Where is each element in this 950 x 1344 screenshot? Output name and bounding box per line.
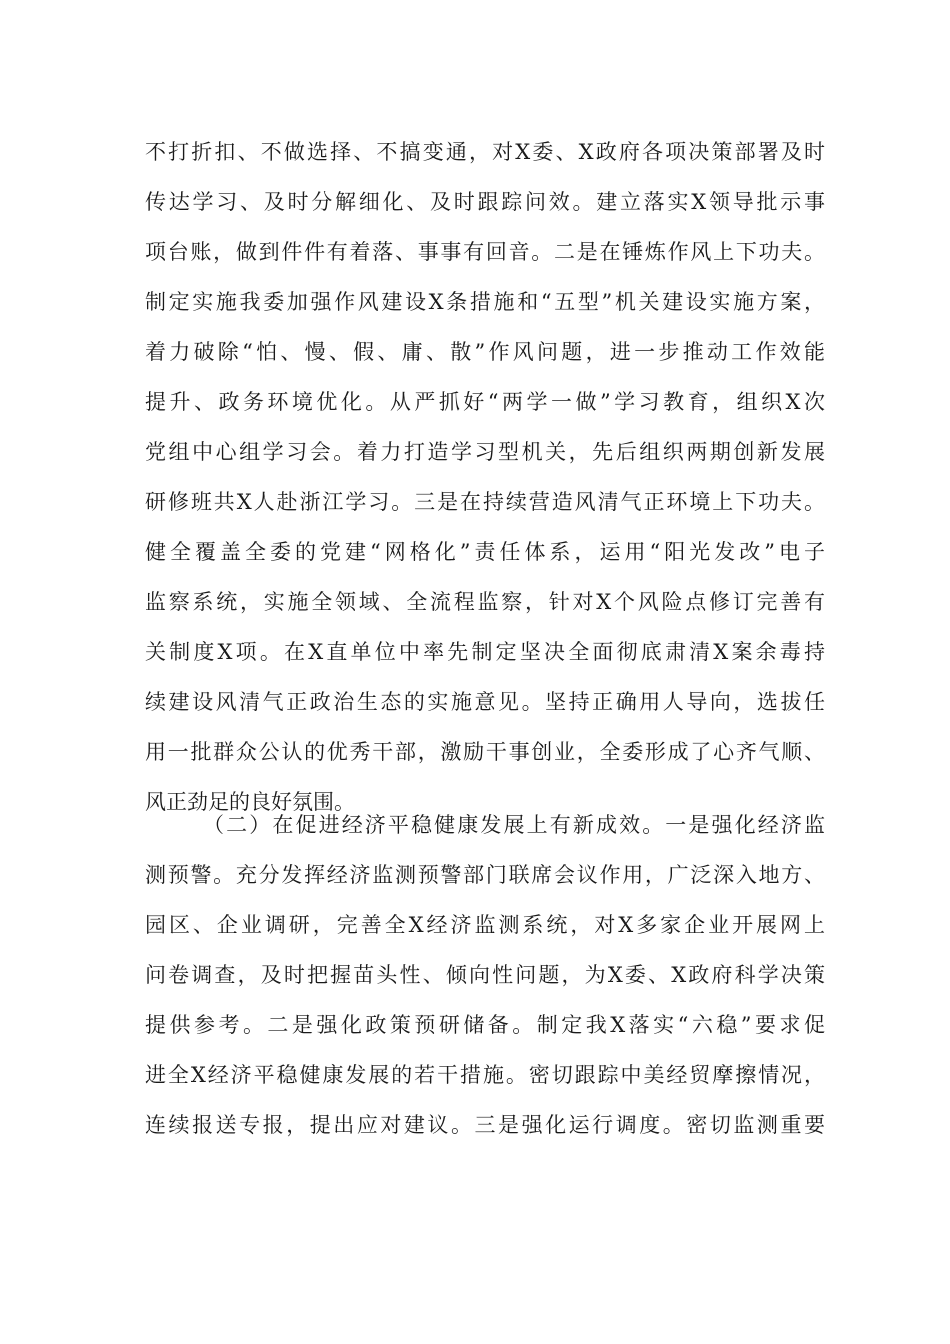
text-line: 测预警。充分发挥经济监测预警部门联席会议作用，广泛深入地方、	[145, 863, 825, 887]
text-line: 问卷调查，及时把握苗头性、倾向性问题，为X委、X政府科学决策	[145, 963, 825, 987]
section-heading-line: （二）在促进经济平稳健康发展上有新成效。一是强化经济监	[203, 813, 825, 837]
text-line: 续建设风清气正政治生态的实施意见。坚持正确用人导向，选拔任	[145, 690, 825, 714]
text-line: 制定实施我委加强作风建设X条措施和“五型”机关建设实施方案，	[145, 290, 825, 314]
text-line: 研修班共X人赴浙江学习。三是在持续营造风清气正环境上下功夫。	[145, 490, 825, 514]
text-line: 项台账，做到件件有着落、事事有回音。二是在锤炼作风上下功夫。	[145, 240, 825, 264]
text-line: 园区、企业调研，完善全X经济监测系统，对X多家企业开展网上	[145, 913, 825, 937]
text-line: 连续报送专报，提出应对建议。三是强化运行调度。密切监测重要	[145, 1113, 825, 1137]
text-line: 进全X经济平稳健康发展的若干措施。密切跟踪中美经贸摩擦情况，	[145, 1063, 825, 1087]
text-line: 传达学习、及时分解细化、及时跟踪问效。建立落实X领导批示事	[145, 190, 825, 214]
text-line: 用一批群众公认的优秀干部，激励干事创业，全委形成了心齐气顺、	[145, 740, 825, 764]
text-line: 关制度X项。在X直单位中率先制定坚决全面彻底肃清X案余毒持	[145, 640, 825, 664]
text-line: 党组中心组学习会。着力打造学习型机关，先后组织两期创新发展	[145, 440, 825, 464]
text-line: 健全覆盖全委的党建“网格化”责任体系，运用“阳光发改”电子	[145, 540, 825, 564]
paragraph-2	[145, 800, 825, 1150]
text-line: 不打折扣、不做选择、不搞变通，对X委、X政府各项决策部署及时	[145, 140, 825, 164]
text-line: 着力破除“怕、慢、假、庸、散”作风问题，进一步推动工作效能	[145, 340, 825, 364]
text-line: 提升、政务环境优化。从严抓好“两学一做”学习教育，组织X次	[145, 390, 825, 414]
text-line: 风正劲足的良好氛围。	[145, 790, 355, 814]
text-line: 监察系统，实施全领域、全流程监察，针对X个风险点修订完善有	[145, 590, 825, 614]
text-line: 提供参考。二是强化政策预研储备。制定我X落实“六稳”要求促	[145, 1013, 825, 1037]
paragraph-1	[145, 127, 825, 827]
